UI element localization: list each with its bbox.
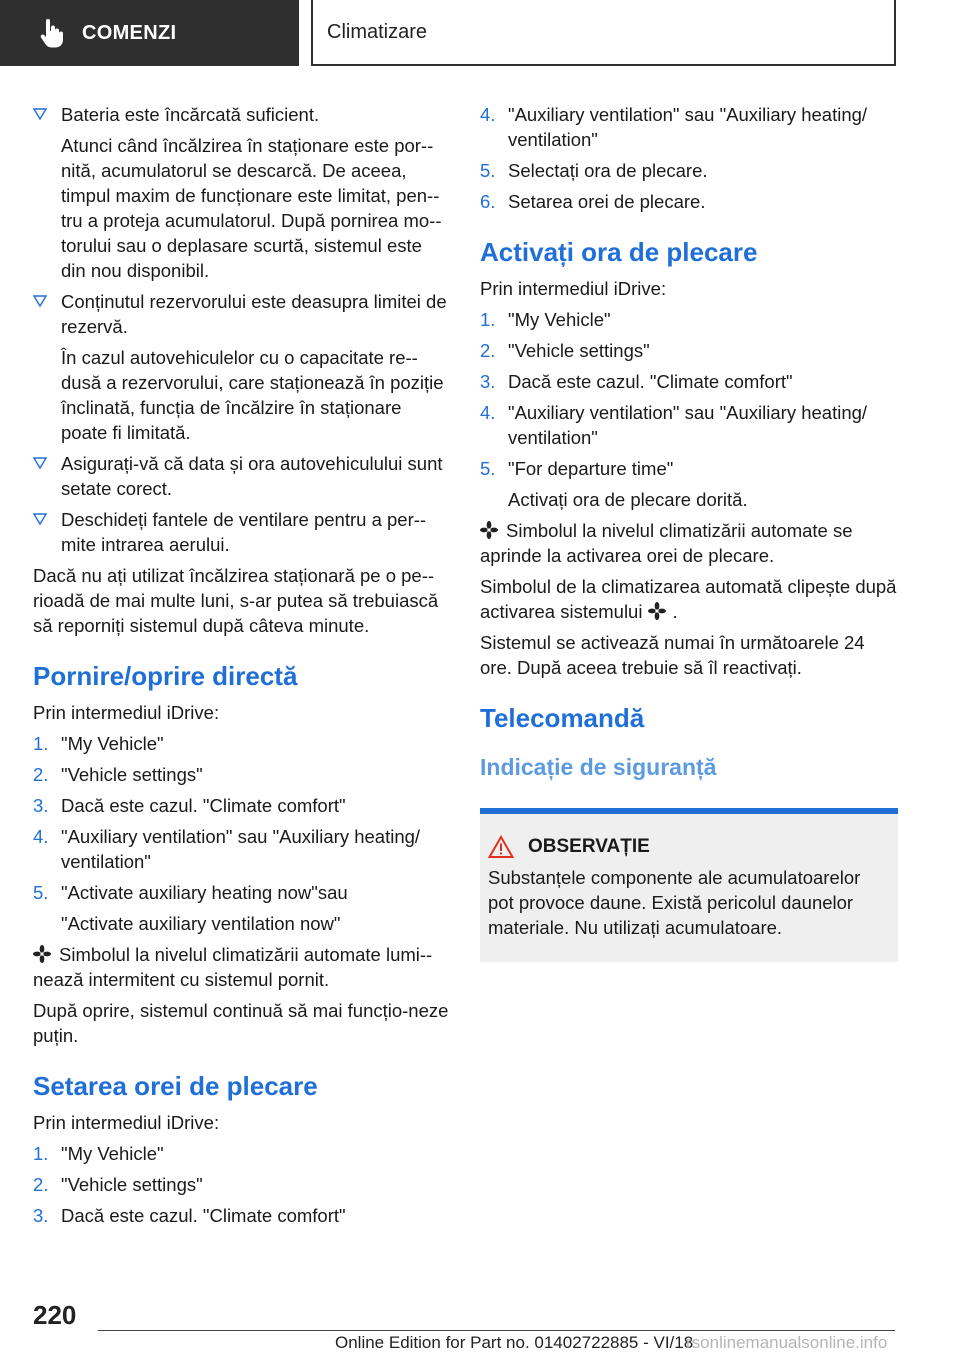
step-number: 2. xyxy=(33,1174,49,1195)
bullet-text: Conținutul rezervorului este deasupra limitei de rezervă. xyxy=(61,291,447,337)
step-number: 2. xyxy=(480,340,496,361)
triangle-bullet-icon xyxy=(33,107,47,121)
step-number: 5. xyxy=(480,160,496,181)
step-number: 5. xyxy=(33,882,49,903)
step-number: 1. xyxy=(480,309,496,330)
symbol-text: Simbolul la nivelul climatizării automate lumi-nează intermitent cu sistemul pornit. xyxy=(33,944,433,990)
list-item xyxy=(33,1141,451,1166)
step-text: "Auxiliary ventilation" sau "Auxiliary heating/ ventilation" xyxy=(508,402,868,448)
step-text: Dacă este cazul. "Climate comfort" xyxy=(61,1205,346,1226)
paragraph: Sistemul se activează numai în următoarele 24 ore. După aceea trebuie să îl reactivați. xyxy=(480,632,865,678)
bullet-item xyxy=(33,507,451,557)
warning-box xyxy=(480,808,898,962)
fan-icon xyxy=(480,521,498,539)
step-text: Selectați ora de plecare. xyxy=(508,160,708,181)
list-item xyxy=(33,731,451,756)
list-item xyxy=(480,102,898,152)
step-text: "Vehicle settings" xyxy=(61,1174,203,1195)
step-subtext: Activați ora de plecare dorită. xyxy=(508,489,748,510)
heading-activate-departure: Activați ora de plecare xyxy=(480,237,758,267)
triangle-bullet-icon xyxy=(33,294,47,308)
step-text: Dacă este cazul. "Climate comfort" xyxy=(61,795,346,816)
step-text: "Auxiliary ventilation" sau "Auxiliary heating/ ventilation" xyxy=(61,826,421,872)
paragraph: După oprire, sistemul continuă să mai funcțio-neze puțin. xyxy=(33,1000,449,1046)
list-item xyxy=(33,824,451,874)
step-number: 2. xyxy=(33,764,49,785)
paragraph: Dacă nu ați utilizat încălzirea staționară pe o pe-rioadă de mai multe luni, s-ar putea să trebuiască să reporniți sistemul după câteva minute. xyxy=(33,565,439,636)
list-item xyxy=(33,1203,451,1228)
tab-commands-label: COMENZI xyxy=(82,21,177,44)
steps-list xyxy=(480,102,898,214)
footer-divider xyxy=(98,1330,895,1331)
page-number: 220 xyxy=(33,1300,77,1330)
blink-paragraph xyxy=(480,574,898,624)
blink-text: Simbolul de la climatizarea automată clipește după activarea sistemului xyxy=(480,576,897,622)
warning-title xyxy=(488,834,890,859)
bullet-text: Asigurați-vă că data și ora autovehiculului sunt setate corect. xyxy=(61,453,443,499)
step-number: 6. xyxy=(480,191,496,212)
step-text: "My Vehicle" xyxy=(61,733,164,754)
step-text: "My Vehicle" xyxy=(61,1143,164,1164)
step-number: 4. xyxy=(33,826,49,847)
list-item xyxy=(33,762,451,787)
triangle-bullet-icon xyxy=(33,456,47,470)
steps-list xyxy=(33,731,451,936)
bullet-item xyxy=(33,451,451,501)
triangle-bullet-icon xyxy=(33,512,47,526)
list-item xyxy=(480,158,898,183)
step-number: 1. xyxy=(33,733,49,754)
list-item xyxy=(480,189,898,214)
footer-watermark: rsonlinemanualsonline.info xyxy=(686,1333,888,1352)
fan-icon xyxy=(648,602,666,620)
step-number: 4. xyxy=(480,104,496,125)
step-number: 1. xyxy=(33,1143,49,1164)
bullet-text: Atunci când încălzirea în staționare este por-nită, acumulatorul se descarcă. De aceea, timpul maxim de funcționare este limitat, pen-tru a proteja acumulatorul. După pornirea mo-torului sau o deplasare scurtă, sistemul este din nou disponibil. xyxy=(61,135,442,281)
blink-text-end: . xyxy=(672,601,678,622)
bullet-text: În cazul autovehiculelor cu o capacitate re-dusă a rezervorului, care staționează în poziție înclinată, funcția de încălzire în staționare poate fi limitată. xyxy=(61,347,444,443)
heading-direct-start: Pornire/oprire directă xyxy=(33,661,298,691)
list-item xyxy=(480,400,898,450)
bullet-text: Bateria este încărcată suficient. xyxy=(61,104,320,125)
warning-triangle-icon xyxy=(488,835,514,859)
list-item xyxy=(480,456,898,512)
list-item xyxy=(33,880,451,936)
step-number: 3. xyxy=(480,371,496,392)
tab-commands[interactable] xyxy=(0,0,299,66)
paragraph: Prin intermediul iDrive: xyxy=(480,278,667,299)
bullet-item xyxy=(33,289,451,445)
paragraph: Prin intermediul iDrive: xyxy=(33,702,220,723)
step-text: "Auxiliary ventilation" sau "Auxiliary heating/ ventilation" xyxy=(508,104,868,150)
step-subtext: "Activate auxiliary ventilation now" xyxy=(61,913,341,934)
list-item xyxy=(480,307,898,332)
steps-list xyxy=(480,307,898,512)
step-number: 5. xyxy=(480,458,496,479)
symbol-paragraph xyxy=(33,942,451,992)
paragraph: Prin intermediul iDrive: xyxy=(33,1112,220,1133)
step-number: 3. xyxy=(33,1205,49,1226)
heading-remote-control: Telecomandă xyxy=(480,703,645,733)
symbol-text: Simbolul la nivelul climatizării automate se aprinde la activarea orei de plecare. xyxy=(480,520,853,566)
step-number: 3. xyxy=(33,795,49,816)
heading-departure-time: Setarea orei de plecare xyxy=(33,1071,318,1101)
step-text: Dacă este cazul. "Climate comfort" xyxy=(508,371,793,392)
fan-icon xyxy=(33,945,51,963)
left-column xyxy=(33,102,451,1234)
hand-pointer-icon xyxy=(40,18,64,48)
subheading-safety-note: Indicație de siguranță xyxy=(480,754,717,780)
list-item xyxy=(33,793,451,818)
footer-edition: Online Edition for Part no. 01402722885 - VI/18 xyxy=(335,1333,694,1352)
list-item xyxy=(33,1172,451,1197)
step-text: Setarea orei de plecare. xyxy=(508,191,706,212)
steps-list xyxy=(33,1141,451,1228)
bullet-text: Deschideți fantele de ventilare pentru a per-mite intrarea aerului. xyxy=(61,509,427,555)
right-column xyxy=(480,102,898,962)
step-number: 4. xyxy=(480,402,496,423)
symbol-paragraph xyxy=(480,518,898,568)
bullet-item xyxy=(33,102,451,283)
step-text: "Activate auxiliary heating now"sau xyxy=(61,882,348,903)
section-title: Climatizare xyxy=(311,0,896,66)
page-header xyxy=(0,0,960,66)
list-item xyxy=(480,369,898,394)
list-item xyxy=(480,338,898,363)
step-text: "Vehicle settings" xyxy=(61,764,203,785)
step-text: "Vehicle settings" xyxy=(508,340,650,361)
step-text: "For departure time" xyxy=(508,458,674,479)
warning-text: Substanțele componente ale acumulatoarelor pot provoce daune. Există pericolul daunelor materiale. Nu utilizați acumulatoare. xyxy=(488,867,861,938)
warning-title-text: OBSERVAȚIE xyxy=(528,836,650,857)
step-text: "My Vehicle" xyxy=(508,309,611,330)
